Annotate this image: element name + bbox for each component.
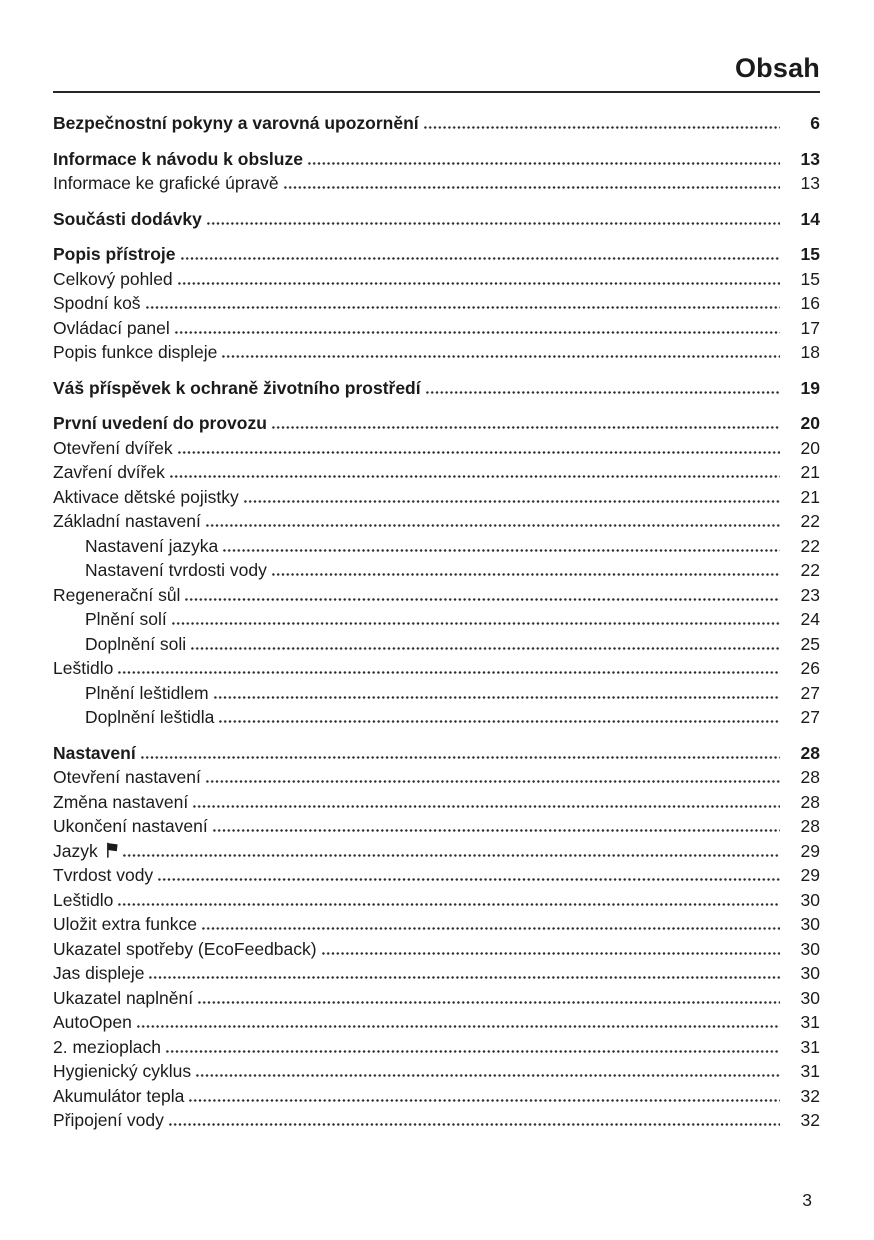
toc-entry-page: 13 (800, 173, 820, 193)
dot-leader (283, 186, 780, 189)
toc-entry-label-wrap (85, 632, 186, 657)
dot-leader (190, 647, 780, 650)
toc-entry-label-wrap (53, 291, 141, 316)
toc-entry-label-wrap (53, 888, 113, 913)
toc-entry-label-wrap (53, 207, 202, 232)
dot-leader (168, 1123, 780, 1126)
toc-entry-page: 30 (800, 889, 820, 910)
toc-entry-label: Nastavení tvrdosti vody (85, 560, 267, 580)
toc-entry-label: Otevření nastavení (53, 767, 201, 787)
toc-entry-label: Hygienický cyklus (53, 1061, 192, 1081)
toc-entry-label: Váš příspěvek k ochraně životního prostředí (53, 377, 421, 398)
toc-entry-label: Nastavení (53, 742, 136, 763)
toc-entry-page: 21 (800, 462, 820, 482)
toc-entry-label: Tvrdost vody (53, 865, 154, 885)
toc-entry-label-wrap (53, 147, 303, 172)
dot-leader (321, 952, 780, 955)
toc-group (53, 111, 820, 136)
toc-entry-page: 23 (800, 584, 820, 605)
toc-entry-label: Součásti dodávky (53, 208, 202, 229)
dot-leader (180, 257, 780, 260)
toc-group (53, 741, 820, 1133)
dot-leader (188, 1099, 780, 1102)
toc-entry-label: První uvedení do provozu (53, 413, 267, 433)
dot-leader (197, 1001, 780, 1004)
toc-entry (53, 681, 820, 706)
footer-page-number: 3 (802, 1190, 812, 1210)
toc-entry (53, 485, 820, 510)
toc-entry-label: Ukazatel naplnění (53, 987, 194, 1008)
toc-entry-label-wrap (53, 1084, 184, 1109)
dot-leader (177, 282, 780, 285)
toc-entry-label: Připojení vody (53, 1110, 164, 1130)
toc-entry-page: 28 (800, 816, 820, 836)
toc-entry-label-wrap (53, 340, 217, 365)
toc-entry-label: Změna nastavení (53, 791, 189, 812)
toc-entry-label-wrap (53, 242, 176, 267)
toc-group (53, 147, 820, 196)
toc-entry-page: 24 (800, 609, 820, 629)
toc-entry-label-wrap (53, 1059, 191, 1084)
dot-leader (117, 903, 780, 906)
toc-entry-label-wrap (53, 765, 201, 790)
toc-entry-label: Uložit extra funkce (53, 914, 197, 934)
toc-group (53, 242, 820, 365)
toc-entry-page: 28 (800, 742, 820, 763)
dot-leader (201, 927, 780, 930)
toc-entry-page: 28 (800, 791, 820, 812)
toc-entry-label-wrap (53, 863, 153, 888)
toc-entry-page: 21 (800, 486, 820, 507)
toc-entry (53, 937, 820, 962)
toc-entry-label-wrap (53, 376, 421, 401)
toc-entry-label-wrap (53, 1035, 161, 1060)
toc-entry-page: 29 (800, 865, 820, 885)
toc-entry (53, 558, 820, 583)
toc-entry-page: 22 (800, 560, 820, 580)
toc-entry-page: 17 (800, 317, 820, 338)
toc-entry (53, 705, 820, 730)
toc-entry-label: Celkový pohled (53, 268, 173, 289)
toc-entry-page: 25 (800, 633, 820, 654)
dot-leader (117, 671, 780, 674)
toc-entry-page: 32 (800, 1110, 820, 1130)
toc-entry-page: 20 (800, 437, 820, 458)
toc-entry-label: Informace ke grafické úpravě (53, 173, 279, 193)
toc-entry-page: 30 (800, 914, 820, 934)
toc-entry-label-wrap (53, 1108, 164, 1133)
toc-entry (53, 509, 820, 534)
toc-entry-label: Bezpečnostní pokyny a varovná upozornění (53, 113, 419, 133)
dot-leader (271, 573, 780, 576)
toc-entry (53, 741, 820, 766)
dot-leader (171, 622, 780, 625)
toc-entry-page: 15 (800, 244, 820, 264)
dot-leader (169, 475, 780, 478)
dot-leader (205, 524, 780, 527)
toc-entry-label: Jas displeje (53, 963, 145, 983)
toc-entry-page: 27 (800, 707, 820, 727)
toc-entry (53, 1059, 820, 1084)
toc-entry (53, 961, 820, 986)
toc-entry-label-wrap (53, 986, 193, 1011)
toc-entry (53, 316, 820, 341)
toc-entry-label: Popis funkce displeje (53, 342, 218, 362)
toc-entry (53, 207, 820, 232)
dot-leader (145, 306, 780, 309)
dot-leader (174, 331, 780, 334)
toc-entry-label-wrap (53, 1010, 132, 1035)
toc-entry-page: 30 (800, 938, 820, 959)
dot-leader (165, 1050, 780, 1053)
dot-leader (177, 451, 780, 454)
toc-entry-label-wrap (53, 171, 279, 196)
dot-leader (212, 829, 780, 832)
dot-leader (243, 500, 780, 503)
flag-icon (105, 839, 118, 864)
toc-group (53, 207, 820, 232)
toc-entry-label: Informace k návodu k obsluze (53, 148, 303, 169)
dot-leader (205, 780, 780, 783)
toc-group (53, 411, 820, 730)
toc-entry-label: Akumulátor tepla (53, 1085, 185, 1106)
toc-entry-label: Základní nastavení (53, 511, 201, 531)
toc-entry (53, 1010, 820, 1035)
toc-entry-page: 16 (800, 293, 820, 313)
dot-leader (192, 805, 780, 808)
toc-entry-page: 22 (800, 511, 820, 531)
toc-entry-page: 15 (800, 268, 820, 289)
toc (53, 111, 820, 1133)
dot-leader (271, 426, 780, 429)
toc-entry-label: Doplnění leštidla (85, 707, 215, 727)
toc-entry-page: 31 (800, 1012, 820, 1032)
toc-entry-label-wrap (53, 267, 173, 292)
toc-entry-page: 31 (800, 1036, 820, 1057)
toc-entry-label-wrap (53, 814, 208, 839)
dot-leader (213, 696, 780, 699)
toc-entry (53, 376, 820, 401)
dot-leader (206, 222, 780, 225)
dot-leader (195, 1074, 780, 1077)
toc-entry (53, 1108, 820, 1133)
toc-entry-label-wrap (53, 509, 201, 534)
toc-entry-label: Leštidlo (53, 658, 114, 678)
toc-entry-label-wrap (53, 316, 170, 341)
toc-entry-label: Regenerační sůl (53, 584, 181, 605)
toc-entry-label-wrap (53, 111, 419, 136)
toc-entry-label-wrap (53, 411, 267, 436)
toc-entry (53, 632, 820, 657)
toc-group (53, 376, 820, 401)
toc-entry (53, 814, 820, 839)
toc-entry-label-wrap (53, 937, 317, 962)
toc-entry-label: Ukazatel spotřeby (EcoFeedback) (53, 938, 317, 959)
toc-entry-page: 13 (800, 148, 820, 169)
dot-leader (184, 598, 780, 601)
toc-entry-label-wrap (53, 912, 197, 937)
dot-leader (140, 756, 780, 759)
toc-entry-label: Nastavení jazyka (85, 535, 219, 556)
toc-entry (53, 863, 820, 888)
toc-entry-label: Otevření dvířek (53, 437, 173, 458)
toc-entry (53, 147, 820, 172)
toc-entry (53, 1084, 820, 1109)
toc-entry (53, 111, 820, 136)
dot-leader (136, 1025, 780, 1028)
toc-entry-page: 29 (800, 840, 820, 861)
toc-entry-page: 31 (800, 1061, 820, 1081)
dot-leader (148, 976, 780, 979)
toc-entry-label-wrap (53, 485, 239, 510)
toc-entry-page: 32 (800, 1085, 820, 1106)
toc-entry-label-wrap (53, 436, 173, 461)
toc-entry-page: 19 (800, 377, 820, 398)
toc-entry-label-wrap (85, 607, 167, 632)
toc-entry-label-wrap (85, 681, 209, 706)
toc-entry (53, 411, 820, 436)
toc-entry-label-wrap (85, 534, 218, 559)
toc-entry (53, 839, 820, 864)
toc-entry-page: 6 (810, 113, 820, 133)
toc-entry-label: Spodní koš (53, 293, 141, 313)
dot-leader (307, 162, 780, 165)
toc-entry (53, 267, 820, 292)
toc-entry (53, 790, 820, 815)
toc-entry (53, 765, 820, 790)
toc-entry-label-wrap (53, 961, 144, 986)
toc-entry-page: 22 (800, 535, 820, 556)
dot-leader (222, 549, 780, 552)
toc-entry (53, 534, 820, 559)
toc-entry-page: 26 (800, 658, 820, 678)
toc-entry (53, 171, 820, 196)
toc-entry (53, 242, 820, 267)
toc-entry-label: Plnění leštidlem (85, 682, 209, 703)
toc-entry-label-wrap (53, 460, 165, 485)
toc-entry-label: AutoOpen (53, 1012, 132, 1032)
toc-entry-page: 20 (800, 413, 820, 433)
toc-entry-label-wrap (53, 656, 113, 681)
toc-entry-label: Jazyk (53, 840, 98, 861)
toc-entry-page: 18 (800, 342, 820, 362)
toc-entry-label: Leštidlo (53, 889, 114, 910)
toc-entry-label-wrap (53, 839, 118, 864)
dot-leader (221, 355, 780, 358)
toc-entry-page: 30 (800, 987, 820, 1008)
toc-entry (53, 583, 820, 608)
dot-leader (218, 720, 780, 723)
toc-entry-label: Doplnění soli (85, 633, 187, 654)
toc-entry (53, 986, 820, 1011)
toc-entry-label-wrap (53, 741, 136, 766)
toc-entry-label: Popis přístroje (53, 244, 176, 264)
toc-entry-label: Zavření dvířek (53, 462, 165, 482)
page-header (53, 52, 820, 93)
page-title: Obsah (734, 53, 820, 83)
toc-entry (53, 291, 820, 316)
dot-leader (157, 878, 780, 881)
toc-entry-label-wrap (53, 583, 180, 608)
toc-entry-label: Aktivace dětské pojistky (53, 486, 239, 507)
toc-entry-label: 2. mezioplach (53, 1036, 161, 1057)
toc-entry-label: Ovládací panel (53, 317, 170, 338)
toc-entry (53, 912, 820, 937)
dot-leader (122, 854, 780, 857)
toc-entry (53, 1035, 820, 1060)
toc-entry-label-wrap (85, 558, 267, 583)
toc-entry (53, 436, 820, 461)
toc-entry (53, 888, 820, 913)
toc-entry-label-wrap (53, 790, 188, 815)
toc-entry-label-wrap (85, 705, 214, 730)
toc-entry-label: Plnění solí (85, 609, 167, 629)
toc-entry-page: 28 (800, 767, 820, 787)
toc-entry-label: Ukončení nastavení (53, 816, 208, 836)
toc-entry-page: 30 (800, 963, 820, 983)
header-rule (53, 91, 820, 93)
toc-entry (53, 607, 820, 632)
toc-entry-page: 27 (800, 682, 820, 703)
toc-entry (53, 460, 820, 485)
toc-entry (53, 340, 820, 365)
toc-entry-page: 14 (800, 208, 820, 229)
dot-leader (425, 391, 780, 394)
toc-entry (53, 656, 820, 681)
dot-leader (423, 126, 780, 129)
